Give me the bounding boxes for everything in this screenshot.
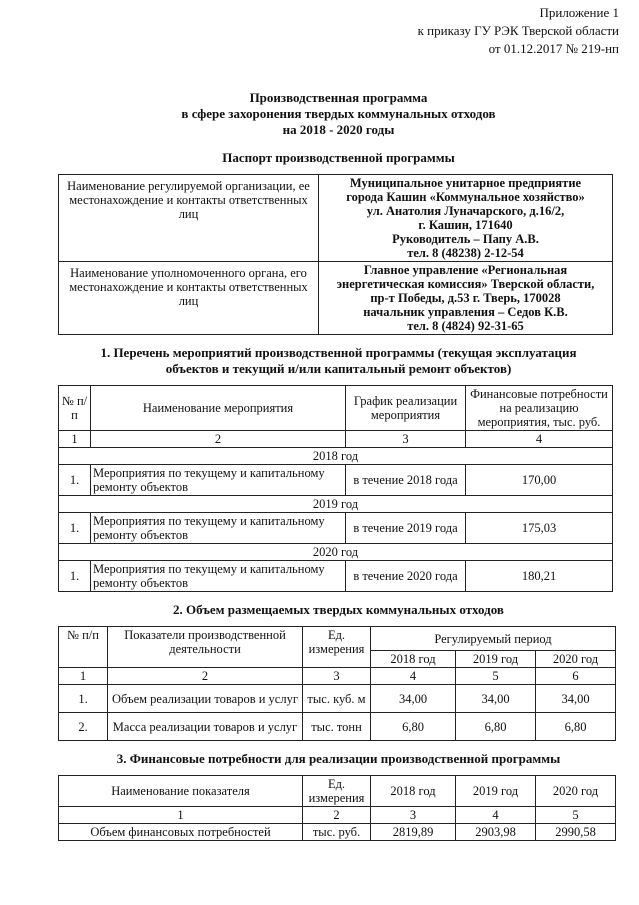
table-row [59,561,613,592]
text-line: ул. Анатолия Луначарского, д.16/2, [366,204,565,218]
cell: 34,00 [456,685,536,713]
text-line: Главное управление «Региональная [363,263,568,277]
cell: 1 [59,807,303,824]
table-row [59,175,613,262]
cell: 2990,58 [536,824,616,841]
cell: 2018 год [59,448,613,465]
cell: 1 [59,668,108,685]
cell: в течение 2018 года [346,465,466,496]
table-header-row [59,776,616,807]
cell: 4 [466,431,613,448]
header-cell: № п/п [59,627,108,668]
cell: 2903,98 [456,824,536,841]
cell: Объем реализации товаров и услуг [108,685,303,713]
cell: 6,80 [456,713,536,741]
activities-table [58,385,613,592]
cell: 1. [59,561,91,592]
cell: тыс. руб. [303,824,371,841]
cell: 6 [536,668,616,685]
cell: 6,80 [371,713,456,741]
table-row [59,824,616,841]
header-cell: 2018 год [371,651,456,668]
finance-table [58,775,616,841]
cell: 2 [303,807,371,824]
text-line: начальник управления – Седов К.В. [363,305,568,319]
cell: Мероприятия по текущему и капитальному ремонту объектов [91,561,346,592]
column-number-row [59,807,616,824]
year-row [59,448,613,465]
text-line: тел. 8 (48238) 2-12-54 [407,246,524,260]
text-line: г. Кашин, 171640 [418,218,513,232]
cell: Наименование уполномоченного органа, его местонахождение и контакты ответственных лиц [59,262,319,335]
year-row [59,496,613,513]
cell: 4 [456,807,536,824]
cell: 6,80 [536,713,616,741]
cell: 1. [59,513,91,544]
cell: Мероприятия по текущему и капитальному ремонту объектов [91,465,346,496]
table-header-row [59,627,616,651]
header-cell: Ед. измерения [303,627,371,668]
text-line: Руководитель – Папу А.В. [392,232,539,246]
column-number-row [59,668,616,685]
cell: Масса реализации товаров и услуг [108,713,303,741]
cell: 3 [346,431,466,448]
cell: 2 [91,431,346,448]
text-line: тел. 8 (4824) 92-31-65 [407,319,524,333]
cell: 170,00 [466,465,613,496]
cell: Мероприятия по текущему и капитальному ремонту объектов [91,513,346,544]
header-cell: № п/п [59,386,91,431]
cell: 2819,89 [371,824,456,841]
cell: 2019 год [59,496,613,513]
cell: 1. [59,465,91,496]
cell: Наименование регулируемой организации, ее местонахождение и контакты ответственных лиц [59,175,319,262]
text-line: Муниципальное унитарное предприятие [349,176,582,190]
table-row [59,262,613,335]
header-cell: 2019 год [456,651,536,668]
header-cell: Наименование мероприятия [91,386,346,431]
cell [319,175,613,262]
header-cell: 2020 год [536,776,616,807]
cell: 2. [59,713,108,741]
cell: 1. [59,685,108,713]
table-row [59,685,616,713]
text-line: пр-т Победы, д.53 г. Тверь, 170028 [370,291,561,305]
doc-title: в сфере захоронения твердых коммунальных отходов [181,106,496,121]
cell: 4 [371,668,456,685]
section1-heading: 1. Перечень мероприятий производственной программы (текущая эксплуатация [100,345,577,360]
header-cell: 2019 год [456,776,536,807]
table-row [59,713,616,741]
doc-title: на 2018 - 2020 годы [282,122,395,137]
cell: 175,03 [466,513,613,544]
text-line: энергетическая комиссия» Тверской области, [336,277,595,291]
cell: 2020 год [59,544,613,561]
volume-table [58,626,616,741]
header-cell: 2020 год [536,651,616,668]
cell: 34,00 [371,685,456,713]
header-cell: Показатели производственной деятельности [108,627,303,668]
section3-heading: 3. Финансовые потребности для реализации производственной программы [116,751,561,766]
cell: 5 [456,668,536,685]
table-header-row [59,386,613,431]
cell [319,262,613,335]
cell: в течение 2020 года [346,561,466,592]
header-cell: 2018 год [371,776,456,807]
year-row [59,544,613,561]
passport-heading: Паспорт производственной программы [222,150,455,165]
cell: 2 [108,668,303,685]
header-cell: Регулируемый период [371,627,616,651]
cell: в течение 2019 года [346,513,466,544]
passport-table [58,174,613,335]
cell: 34,00 [536,685,616,713]
cell: тыс. куб. м [303,685,371,713]
section2-heading: 2. Объем размещаемых твердых коммунальных отходов [173,602,504,617]
table-row [59,465,613,496]
header-cell: Финансовые потребности на реализацию мероприятия, тыс. руб. [466,386,613,431]
column-number-row [59,431,613,448]
header-cell: Наименование показателя [59,776,303,807]
doc-title: Производственная программа [249,90,428,105]
cell: 1 [59,431,91,448]
header-cell: График реализации мероприятия [346,386,466,431]
header-cell: Ед. измерения [303,776,371,807]
cell: Объем финансовых потребностей [59,824,303,841]
cell: тыс. тонн [303,713,371,741]
section1-heading: объектов и текущий и/или капитальный ремонт объектов) [165,361,512,376]
order-date: от 01.12.2017 № 219-нп [488,41,619,56]
table-row [59,513,613,544]
text-line: города Кашин «Коммунальное хозяйство» [346,190,585,204]
cell: 5 [536,807,616,824]
appendix-label: Приложение 1 [539,5,619,20]
cell: 3 [303,668,371,685]
order-reference: к приказу ГУ РЭК Тверской области [417,23,619,38]
cell: 3 [371,807,456,824]
cell: 180,21 [466,561,613,592]
